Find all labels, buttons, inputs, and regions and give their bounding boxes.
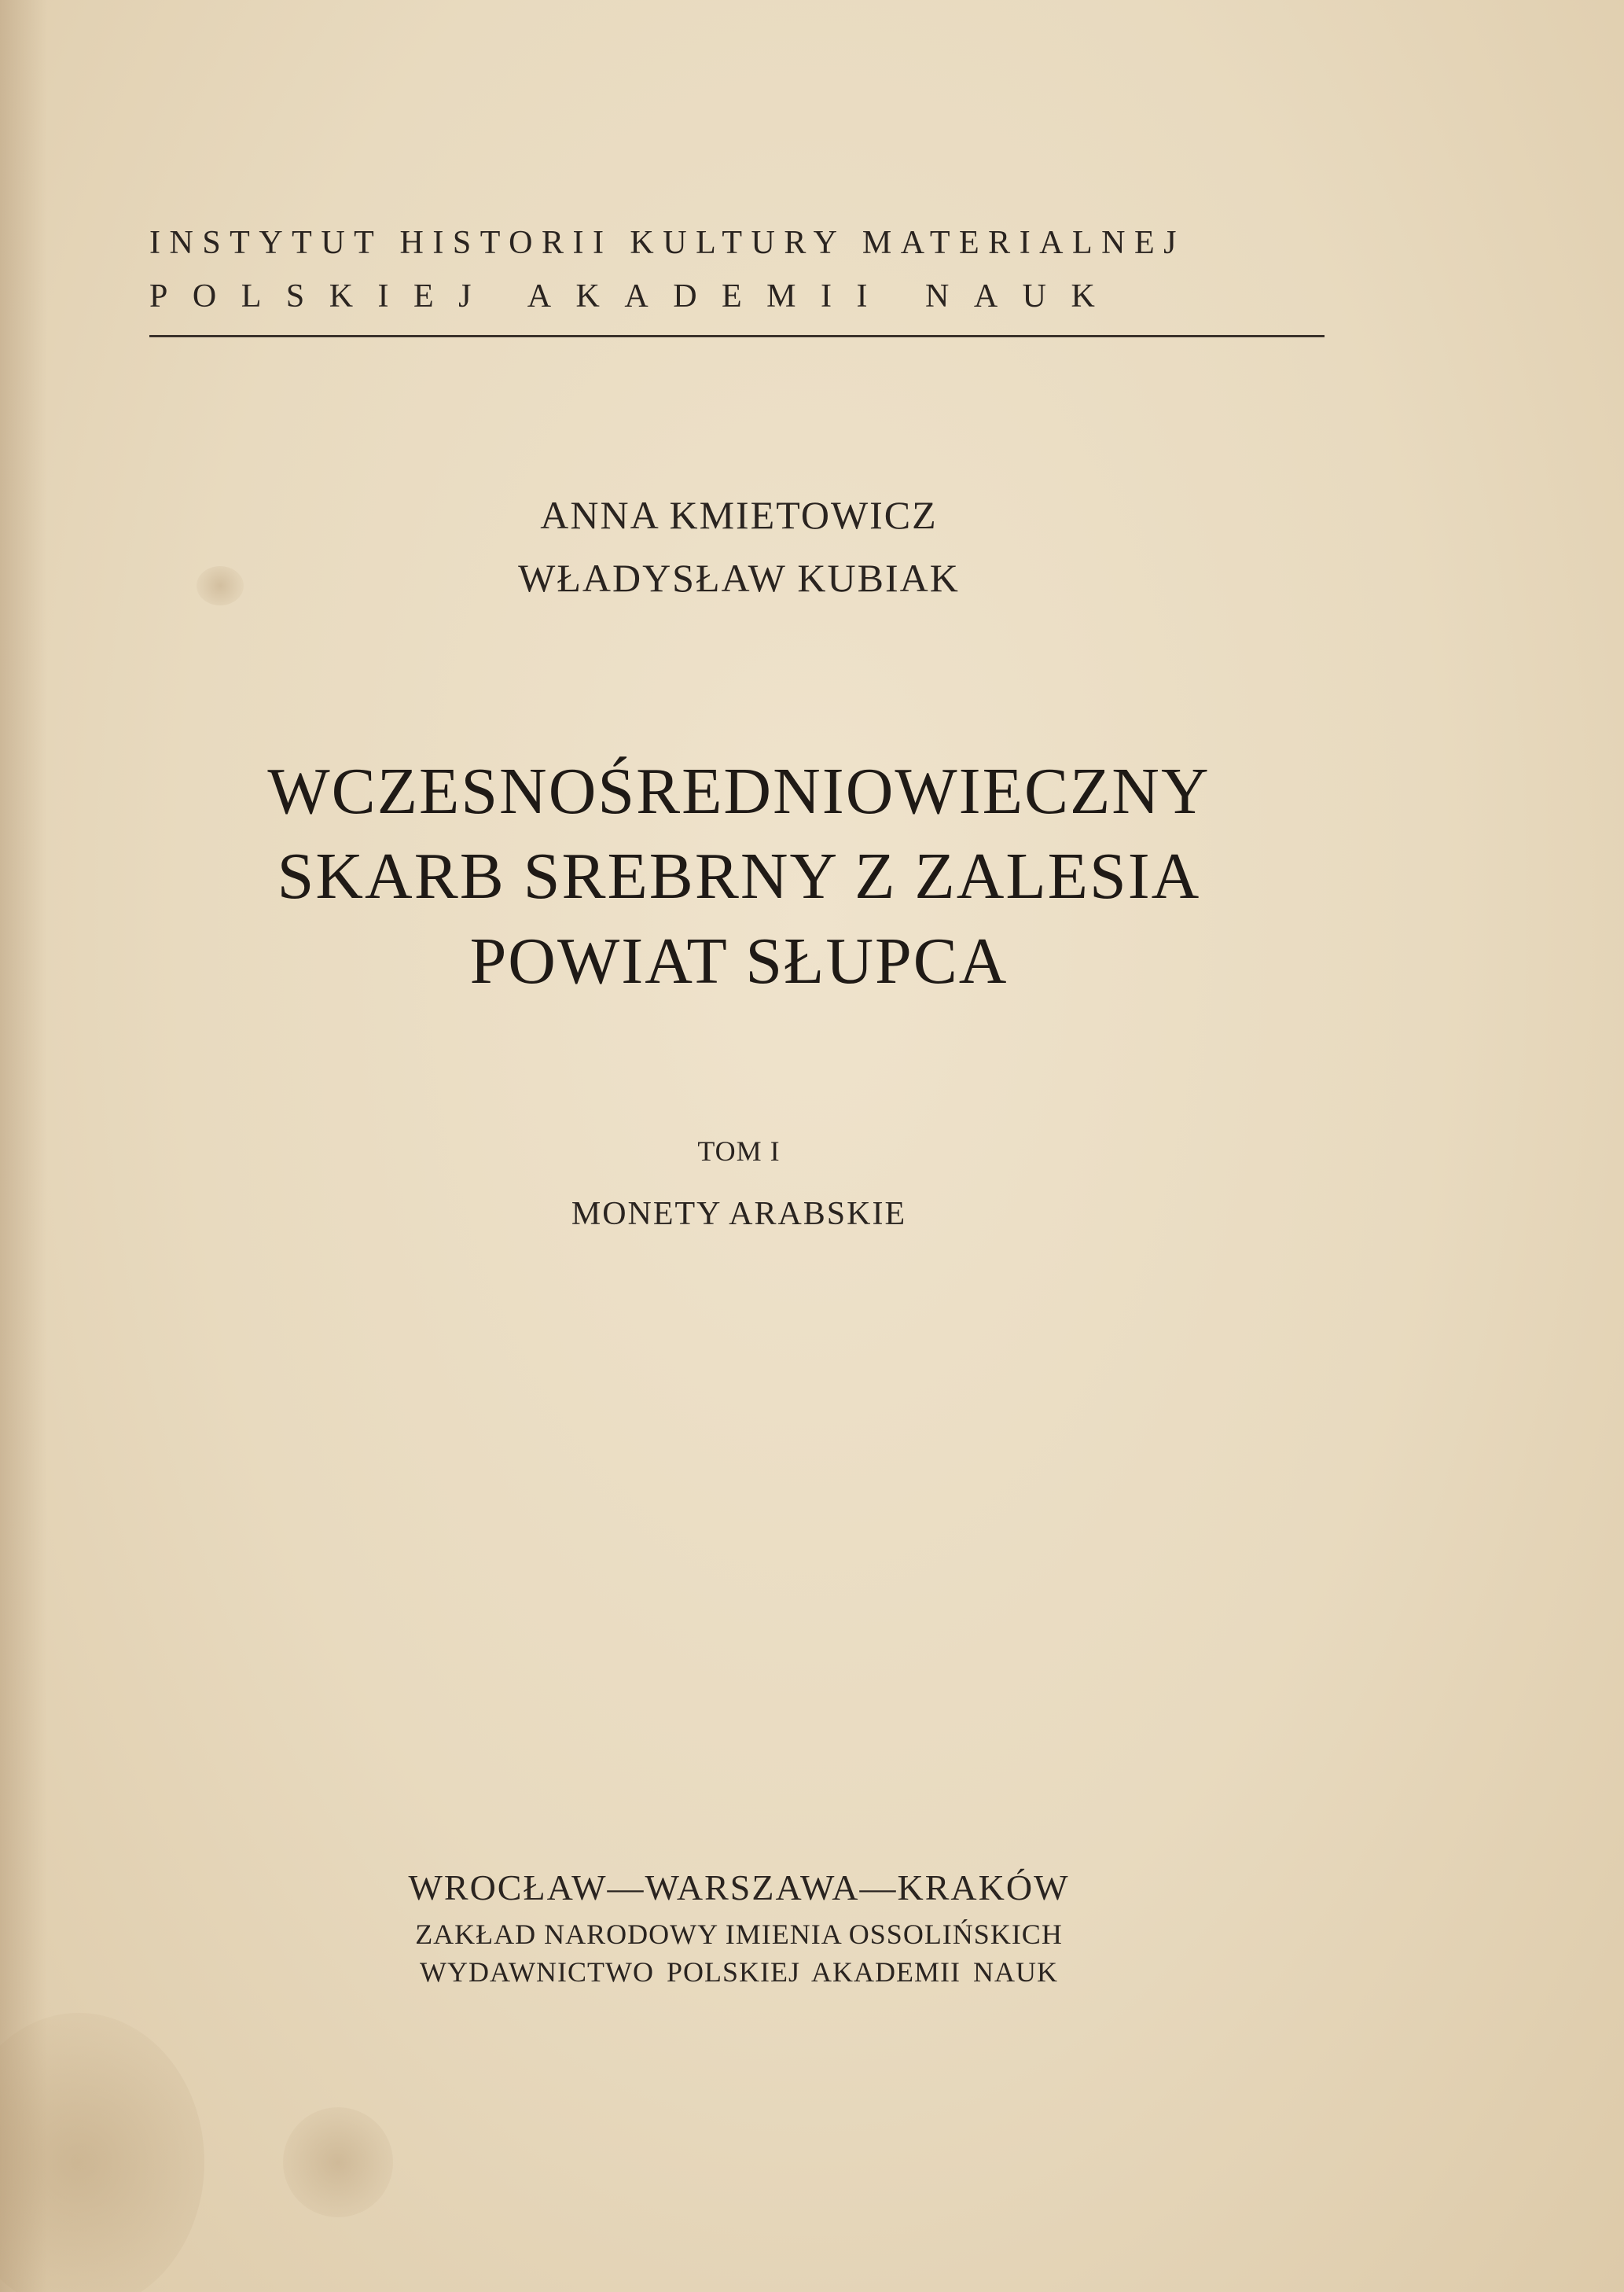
author-name: ANNA KMIETOWICZ [540,493,938,537]
volume-number: TOM I [697,1135,781,1167]
imprint-cities: WROCŁAW—WARSZAWA—KRAKÓW [408,1867,1070,1908]
water-stain [0,2013,204,2292]
author-name: WŁADYSŁAW KUBIAK [518,556,960,600]
header-rule [149,335,1325,337]
institution-name: INSTYTUT HISTORII KULTURY MATERIALNEJ [149,225,1185,261]
imprint-publisher: ZAKŁAD NARODOWY IMIENIA OSSOLIŃSKICH [415,1919,1063,1950]
authors-block [0,495,1478,621]
book-title [0,755,1478,1014]
water-stain [283,2107,393,2217]
publisher-imprint [0,1867,1478,1996]
volume-subtitle: MONETY ARABSKIE [571,1196,907,1232]
title-line: WCZESNOŚREDNIOWIECZNY [267,755,1211,828]
institution-header [149,226,1328,313]
imprint-publisher: WYDAWNICTWO POLSKIEJ AKADEMII NAUK [419,1956,1059,1988]
title-line: SKARB SREBRNY Z ZALESIA [277,840,1201,913]
title-line: POWIAT SŁUPCA [469,925,1009,998]
academy-name: POLSKIEJ AKADEMII NAUK [149,278,1120,315]
